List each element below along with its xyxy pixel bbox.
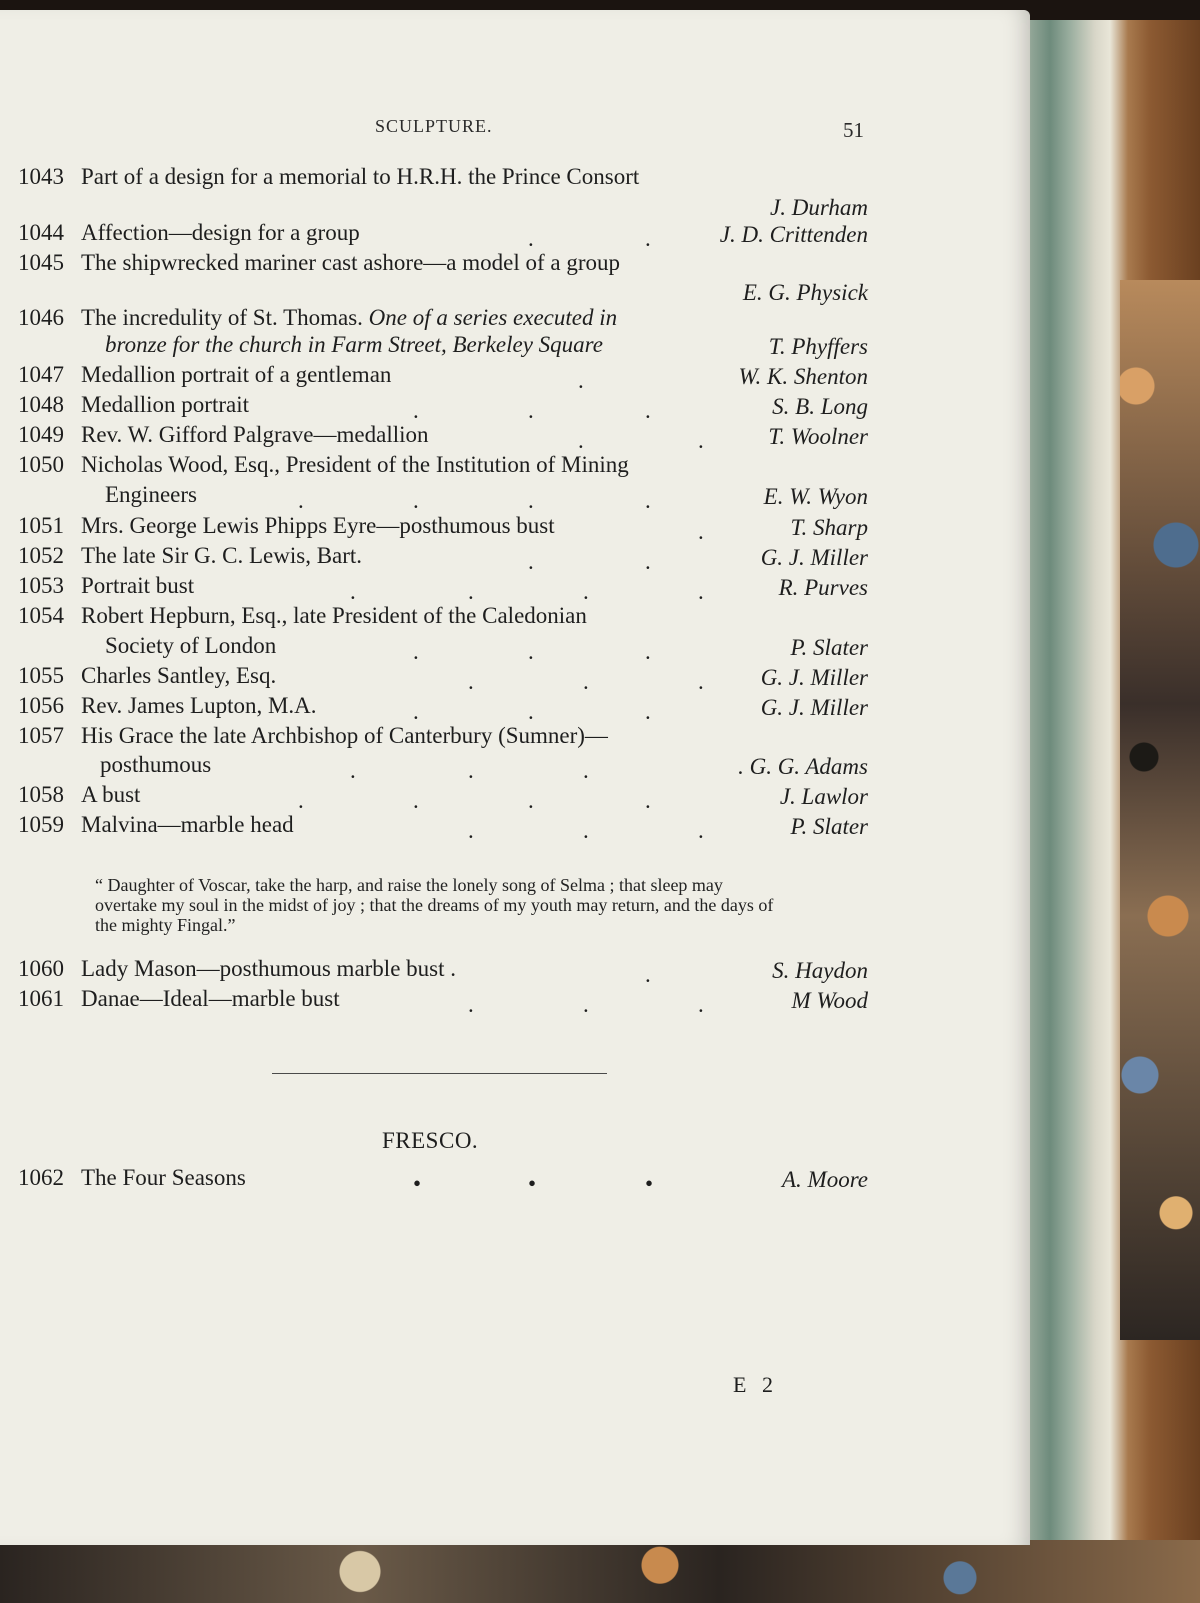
entry-artist: S. Haydon bbox=[772, 958, 868, 983]
entry-artist: E. W. Wyon bbox=[763, 484, 868, 509]
entry-number: 1059 bbox=[18, 812, 64, 837]
leader-dot: . bbox=[528, 699, 534, 724]
leader-dot: . bbox=[350, 758, 356, 783]
catalogue-entry bbox=[18, 513, 868, 543]
entry-title: His Grace the late Archbishop of Canterbury (Sumner)— bbox=[81, 723, 608, 748]
entry-artist: W. K. Shenton bbox=[738, 364, 868, 389]
catalogue-entry bbox=[18, 392, 868, 422]
entry-artist: T. Sharp bbox=[790, 515, 868, 540]
entry-artist: G. J. Miller bbox=[760, 695, 868, 720]
entry-title: Part of a design for a memorial to H.R.H. the Prince Consort bbox=[81, 164, 640, 189]
entry-title: The Four Seasons bbox=[81, 1165, 246, 1190]
entry-artist: S. B. Long bbox=[772, 394, 868, 419]
entry-artist-name: G. G. Adams bbox=[749, 754, 868, 779]
entry-artist: E. G. Physick bbox=[742, 280, 868, 305]
book-page bbox=[0, 10, 1030, 1545]
entry-title: The shipwrecked mariner cast ashore—a model of a group bbox=[81, 250, 621, 275]
entry-title: Robert Hepburn, Esq., late President of the Caledonian bbox=[81, 603, 587, 628]
section-divider bbox=[272, 1073, 607, 1074]
section-heading: FRESCO. bbox=[382, 1128, 479, 1153]
leader-dot: . bbox=[528, 788, 534, 813]
entry-artist-line bbox=[18, 193, 868, 223]
entry-number: 1062 bbox=[18, 1165, 64, 1190]
page-number: 51 bbox=[843, 118, 864, 142]
entry-artist: G. J. Miller bbox=[760, 665, 868, 690]
leader-dot: . bbox=[698, 818, 704, 843]
entry-title: Charles Santley, Esq. bbox=[81, 663, 277, 688]
leader-dot: • bbox=[528, 1171, 537, 1196]
entry-number: 1061 bbox=[18, 986, 64, 1011]
leader-dot: . bbox=[528, 488, 534, 513]
leader-dot: . bbox=[698, 519, 704, 544]
leader-dot: • bbox=[645, 1171, 654, 1196]
leader-dot: . bbox=[698, 579, 704, 604]
entry-number: 1051 bbox=[18, 513, 64, 538]
catalogue-entry bbox=[18, 573, 868, 603]
catalogue-entry bbox=[18, 663, 868, 693]
entry-title: Rev. W. Gifford Palgrave—medallion bbox=[81, 422, 429, 447]
signature-mark: E 2 bbox=[733, 1372, 778, 1397]
catalogue-entry bbox=[18, 693, 868, 723]
entry-number: 1052 bbox=[18, 543, 64, 568]
entry-title-continued: Society of London bbox=[105, 633, 277, 658]
entry-title: Rev. James Lupton, M.A. bbox=[81, 693, 317, 718]
leader-dot: . bbox=[583, 669, 589, 694]
catalogue-entry bbox=[18, 362, 868, 392]
entry-artist-line bbox=[18, 278, 868, 308]
leader-dot: . bbox=[468, 818, 474, 843]
catalogue-entry bbox=[18, 220, 868, 250]
leader-dot: . bbox=[468, 579, 474, 604]
entry-title-italic: bronze for the church in Farm Street, Berkeley Square bbox=[105, 332, 603, 357]
entry-artist: R. Purves bbox=[778, 575, 868, 600]
entry-quotation bbox=[95, 875, 775, 935]
leader-dot: • bbox=[413, 1171, 422, 1196]
catalogue-entry bbox=[18, 422, 868, 452]
entry-number: 1055 bbox=[18, 663, 64, 688]
leader-dot: . bbox=[298, 788, 304, 813]
entry-artist: T. Phyffers bbox=[768, 334, 868, 359]
entry-title bbox=[81, 305, 617, 331]
leader-dot: . bbox=[528, 226, 534, 251]
entry-title: Medallion portrait of a gentleman bbox=[81, 362, 392, 387]
entry-artist: T. Woolner bbox=[768, 424, 868, 449]
leader-dot: . bbox=[413, 639, 419, 664]
entry-number: 1054 bbox=[18, 603, 64, 628]
marbled-bottom-edge bbox=[0, 1540, 1200, 1603]
leader-dot: . bbox=[645, 398, 651, 423]
leader-dot: . bbox=[698, 992, 704, 1017]
leader-dot: . bbox=[298, 488, 304, 513]
entry-artist: J. D. Crittenden bbox=[719, 222, 868, 247]
entry-number: 1043 bbox=[18, 164, 64, 189]
entry-title: Nicholas Wood, Esq., President of the Institution of Mining bbox=[81, 452, 629, 477]
leader-dot: . bbox=[645, 488, 651, 513]
catalogue-entry bbox=[18, 164, 868, 194]
catalogue-entry bbox=[18, 956, 868, 986]
entry-number: 1057 bbox=[18, 723, 64, 748]
leader-dot: . bbox=[583, 579, 589, 604]
entry-number: 1056 bbox=[18, 693, 64, 718]
catalogue-entry bbox=[18, 603, 868, 633]
catalogue-entry bbox=[18, 452, 868, 482]
leader-dot: . bbox=[468, 669, 474, 694]
quotation-text: “ Daughter of Voscar, take the harp, and raise the lonely song of Selma ; that sleep may overtake my soul in the midst of joy ; that the dreams of my youth may return, and the days of the mighty Fingal.” bbox=[95, 875, 774, 935]
entry-number: 1048 bbox=[18, 392, 64, 417]
entry-title: Portrait bust bbox=[81, 573, 195, 598]
entry-number: 1058 bbox=[18, 782, 64, 807]
leader-dot: . bbox=[413, 398, 419, 423]
entry-artist: J. Durham bbox=[770, 195, 868, 220]
marbled-endpaper bbox=[1120, 280, 1200, 1340]
entry-artist: . G. G. Adams bbox=[738, 754, 868, 779]
entry-number: 1053 bbox=[18, 573, 64, 598]
entry-number: 1049 bbox=[18, 422, 64, 447]
entry-artist: G. J. Miller bbox=[760, 545, 868, 570]
leader-dot: . bbox=[645, 549, 651, 574]
entry-title: Medallion portrait bbox=[81, 392, 249, 417]
entry-artist: P. Slater bbox=[790, 814, 868, 839]
entry-title: Malvina—marble head bbox=[81, 812, 294, 837]
entry-number: 1060 bbox=[18, 956, 64, 981]
entry-title: Affection—design for a group bbox=[81, 220, 360, 245]
catalogue-entry bbox=[18, 305, 868, 335]
entry-continuation bbox=[18, 752, 868, 782]
leader-dot: . bbox=[698, 669, 704, 694]
leader-dot: . bbox=[528, 639, 534, 664]
entry-title: Lady Mason—posthumous marble bust . bbox=[81, 956, 456, 981]
entry-title-continued: Engineers bbox=[105, 482, 197, 507]
leader-dot: . bbox=[468, 992, 474, 1017]
leader-dot: . bbox=[468, 758, 474, 783]
leader-dot: . bbox=[583, 758, 589, 783]
leader-dot: . bbox=[413, 488, 419, 513]
entry-number: 1046 bbox=[18, 305, 64, 330]
entry-number: 1047 bbox=[18, 362, 64, 387]
leader-dot: . bbox=[578, 368, 584, 393]
leader-dot: . bbox=[645, 788, 651, 813]
entry-artist: J. Lawlor bbox=[779, 784, 868, 809]
entry-title: Mrs. George Lewis Phipps Eyre—posthumous bust bbox=[81, 513, 555, 538]
entry-number: 1044 bbox=[18, 220, 64, 245]
leader-dot: . bbox=[645, 962, 651, 987]
leader-dot: . bbox=[645, 639, 651, 664]
entry-continuation bbox=[18, 633, 868, 663]
leader-dot: . bbox=[698, 428, 704, 453]
entry-title: The late Sir G. C. Lewis, Bart. bbox=[81, 543, 363, 568]
leader-dot: . bbox=[413, 788, 419, 813]
leader-dot: . bbox=[583, 818, 589, 843]
entry-title: A bust bbox=[81, 782, 141, 807]
catalogue-entry bbox=[18, 723, 868, 753]
catalogue-entry bbox=[18, 250, 868, 280]
catalogue-entry bbox=[18, 782, 868, 812]
leader-dot: . bbox=[413, 699, 419, 724]
leader-dot: . bbox=[528, 549, 534, 574]
entry-artist: P. Slater bbox=[790, 635, 868, 660]
leader-dot: . bbox=[350, 579, 356, 604]
entry-number: 1045 bbox=[18, 250, 64, 275]
leader-dot: . bbox=[583, 992, 589, 1017]
catalogue-entry bbox=[18, 812, 868, 842]
catalogue-entry bbox=[18, 986, 868, 1016]
leader-dot: . bbox=[645, 699, 651, 724]
catalogue-entry bbox=[18, 543, 868, 573]
entry-artist: M Wood bbox=[791, 988, 868, 1013]
entry-artist: A. Moore bbox=[781, 1167, 868, 1192]
running-head: SCULPTURE. bbox=[375, 116, 493, 136]
entry-title-continued bbox=[105, 332, 603, 358]
entry-continuation bbox=[18, 482, 868, 512]
leader-dot: . bbox=[578, 428, 584, 453]
catalogue-entry bbox=[18, 1165, 868, 1195]
entry-continuation bbox=[18, 332, 868, 362]
leader-dot: . bbox=[645, 226, 651, 251]
leader-dot: . bbox=[528, 398, 534, 423]
entry-title-italic: One of a series executed in bbox=[368, 305, 618, 330]
entry-title-continued: posthumous bbox=[100, 752, 212, 777]
entry-title: Danae—Ideal—marble bust bbox=[81, 986, 340, 1011]
entry-number: 1050 bbox=[18, 452, 64, 477]
entry-title-roman: The incredulity of St. Thomas. bbox=[81, 305, 363, 330]
